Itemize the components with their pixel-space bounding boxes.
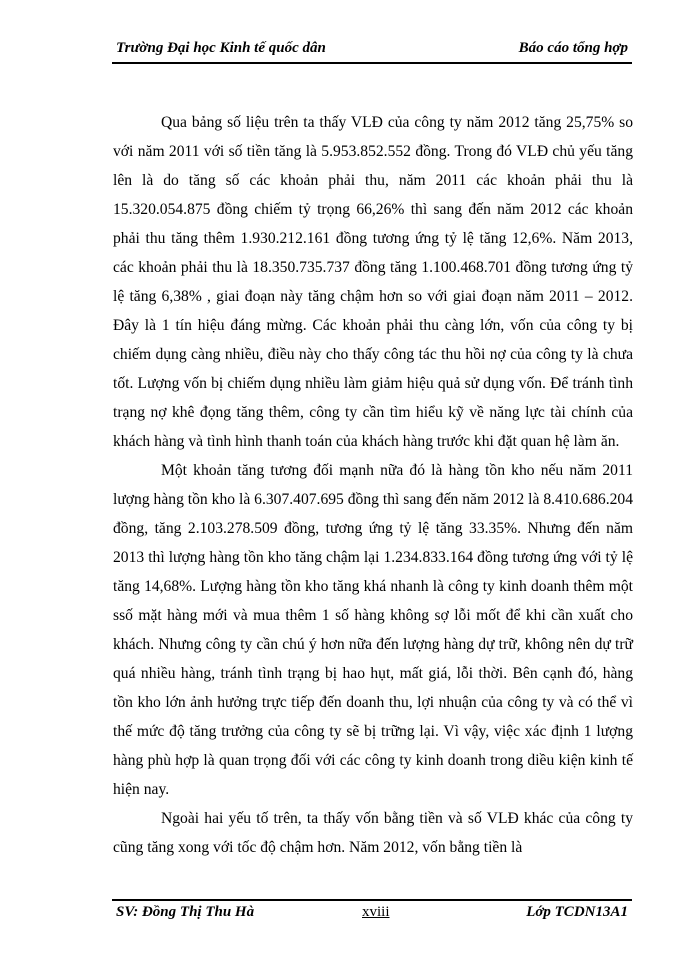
paragraph-current-assets: Qua bảng số liệu trên ta thấy VLĐ của công ty năm 2012 tăng 25,75% so với năm 2011 với số tiền tăng là 5.953.852.552 đồng. Trong đó VLĐ chủ yếu tăng lên là do tăng số các khoản phải thu, năm 2011 các khoản phải thu là 15.320.054.875 đồng chiếm tỷ trọng 66,26% thì sang đến năm 2012 các khoản phải thu tăng thêm 1.930.212.161 đồng tương ứng tỷ lệ tăng 12,6%. Năm 2013, các khoản phải thu là 18.350.735.737 đồng tăng 1.100.468.701 đồng tương ứng tỷ lệ tăng 6,38% , giai đoạn này tăng chậm hơn so với giai đoạn năm 2011 – 2012. Đây là 1 tín hiệu đáng mừng. Các khoản phải thu càng lớn, vốn của công ty bị chiếm dụng càng nhiều, điều này cho thấy công tác thu hồi nợ của công ty là chưa tốt. Lượng vốn bị chiếm dụng nhiều làm giảm hiệu quả sử dụng vốn. Để tránh tình trạng nợ khê đọng tăng thêm, công ty cần tìm hiểu kỹ về năng lực tài chính của khách hàng và tình hình thanh toán của khách hàng trước khi đặt quan hệ làm ăn. (113, 114, 633, 450)
document-body (113, 108, 633, 862)
footer-student: SV: Đồng Thị Thu Hà (116, 904, 255, 920)
header-report-title: Báo cáo tổng hợp (518, 40, 628, 56)
paragraph-cash: Ngoài hai yếu tố trên, ta thấy vốn bằng tiền và số VLĐ khác của công ty cũng tăng xong với tốc độ chậm hơn. Năm 2012, vốn bằng tiền là (113, 810, 633, 856)
page-header (112, 38, 632, 64)
footer-class: Lớp TCDN13A1 (526, 904, 628, 920)
header-university: Trường Đại học Kinh tế quốc dân (116, 40, 326, 56)
footer-page-number: xviii (362, 904, 390, 920)
page-footer (112, 899, 632, 923)
paragraph-inventory: Một khoản tăng tương đối mạnh nữa đó là hàng tồn kho nếu năm 2011 lượng hàng tồn kho là 6.307.407.695 đồng thì sang đến năm 2012 là 8.410.686.204 đồng, tăng 2.103.278.509 đồng, tương ứng tỷ lệ tăng 33.35%. Nhưng đến năm 2013 thì lượng hàng tồn kho tăng chậm lại 1.234.833.164 đồng tương ứng với tỷ lệ tăng 14,68%. Lượng hàng tồn kho tăng khá nhanh là công ty kinh doanh thêm một ssố mặt hàng mới và mua thêm 1 số hàng không sợ lỗi mốt để khi cần xuất cho khách. Nhưng công ty cần chú ý hơn nữa đến lượng hàng dự trữ, không nên dự trữ quá nhiều hàng, tránh tình trạng bị hao hụt, mất giá, lỗi thời. Bên cạnh đó, hàng tồn kho lớn ảnh hưởng trực tiếp đến doanh thu, lợi nhuận của công ty và có thể vì thế mức độ tăng trưởng của công ty sẽ bị trững lại. Vì vậy, việc xác định 1 lượng hàng phù hợp là quan trọng đối với các công ty kinh doanh trong diều kiện kinh tế hiện nay. (113, 462, 633, 798)
